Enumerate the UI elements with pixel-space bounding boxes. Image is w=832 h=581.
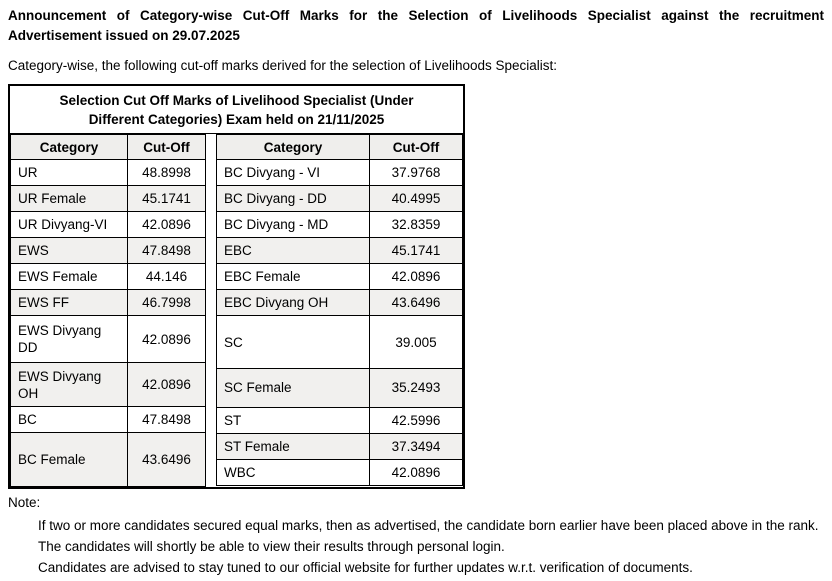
table-row — [217, 368, 463, 407]
table-row — [11, 363, 206, 407]
cutoff-value-cell: 43.6496 — [128, 433, 206, 487]
category-cell: EWS FF — [11, 290, 128, 316]
category-cell: UR Female — [11, 186, 128, 212]
cutoff-value-cell: 42.5996 — [370, 407, 463, 433]
cutoff-value-cell: 32.8359 — [370, 212, 463, 238]
category-column-header: Category — [217, 135, 370, 160]
category-cell: BC Female — [11, 433, 128, 487]
table-row — [11, 264, 206, 290]
category-column-header: Category — [11, 135, 128, 160]
category-cell: EWS Female — [11, 264, 128, 290]
right-subtable — [216, 134, 463, 486]
cutoff-value-cell: 47.8498 — [128, 238, 206, 264]
category-cell: BC — [11, 407, 128, 433]
cutoff-value-cell: 42.0896 — [370, 459, 463, 485]
cutoff-value-cell: 42.0896 — [370, 264, 463, 290]
cutoff-value-cell: 39.005 — [370, 316, 463, 368]
category-cell: EBC Divyang OH — [217, 290, 370, 316]
intro-text: Category-wise, the following cut-off marks derived for the selection of Livelihoods Specialist: — [8, 58, 558, 73]
table-row — [217, 238, 463, 264]
left-subtable — [10, 134, 206, 487]
category-cell: BC Divyang - MD — [217, 212, 370, 238]
cutoff-value-cell: 42.0896 — [128, 316, 206, 363]
table-body — [10, 134, 463, 487]
cutoff-value-cell: 45.1741 — [370, 238, 463, 264]
cutoff-value-cell: 44.146 — [128, 264, 206, 290]
note-item: If two or more candidates secured equal marks, then as advertised, the candidate born earlier have been placed above in the rank. — [38, 518, 819, 533]
category-cell: EWS — [11, 238, 128, 264]
category-cell: EWS Divyang DD — [11, 316, 128, 363]
table-row — [11, 160, 206, 186]
page-title: Announcement of Category-wise Cut-Off Marks for the Selection of Livelihoods Specialist against the recruitment Advertisement issued on 29.07.2025 — [8, 8, 824, 43]
header-row — [11, 135, 206, 160]
cutoff-marks-table — [8, 84, 465, 489]
category-cell: EWS Divyang OH — [11, 363, 128, 407]
category-cell: WBC — [217, 459, 370, 485]
table-row — [11, 433, 206, 487]
table-row — [11, 290, 206, 316]
header-row — [217, 135, 463, 160]
cutoff-value-cell: 47.8498 — [128, 407, 206, 433]
cutoff-value-cell: 37.9768 — [370, 160, 463, 186]
category-cell: UR Divyang-VI — [11, 212, 128, 238]
table-gap-spacer — [206, 134, 216, 487]
table-row — [217, 316, 463, 368]
table-row — [11, 186, 206, 212]
note-item: Candidates are advised to stay tuned to our official website for further updates w.r.t. verification of documents. — [38, 560, 693, 575]
table-row — [11, 238, 206, 264]
category-cell: EBC — [217, 238, 370, 264]
cutoff-column-header: Cut-Off — [128, 135, 206, 160]
category-cell: ST — [217, 407, 370, 433]
category-cell: BC Divyang - DD — [217, 186, 370, 212]
cutoff-value-cell: 37.3494 — [370, 433, 463, 459]
table-row — [11, 407, 206, 433]
note-section — [8, 493, 824, 578]
cutoff-value-cell: 46.7998 — [128, 290, 206, 316]
table-row — [217, 186, 463, 212]
table-row — [217, 264, 463, 290]
table-row — [217, 290, 463, 316]
cutoff-value-cell: 40.4995 — [370, 186, 463, 212]
table-row — [11, 212, 206, 238]
table-row — [11, 316, 206, 363]
cutoff-value-cell: 43.6496 — [370, 290, 463, 316]
note-items — [38, 515, 824, 578]
note-item: The candidates will shortly be able to view their results through personal login. — [38, 539, 505, 554]
table-row — [217, 160, 463, 186]
note-label: Note: — [8, 495, 41, 510]
cutoff-column-header: Cut-Off — [370, 135, 463, 160]
table-row — [217, 459, 463, 485]
table-row — [217, 433, 463, 459]
cutoff-value-cell: 48.8998 — [128, 160, 206, 186]
table-row — [217, 212, 463, 238]
cutoff-value-cell: 45.1741 — [128, 186, 206, 212]
table-row — [217, 407, 463, 433]
category-cell: SC Female — [217, 368, 370, 407]
category-cell: BC Divyang - VI — [217, 160, 370, 186]
category-cell: EBC Female — [217, 264, 370, 290]
cutoff-value-cell: 42.0896 — [128, 363, 206, 407]
category-cell: UR — [11, 160, 128, 186]
table-title: Selection Cut Off Marks of Livelihood Specialist (Under Different Categories) Exam held on 21/11/2025 — [10, 86, 463, 134]
cutoff-value-cell: 35.2493 — [370, 368, 463, 407]
category-cell: ST Female — [217, 433, 370, 459]
category-cell: SC — [217, 316, 370, 368]
cutoff-value-cell: 42.0896 — [128, 212, 206, 238]
